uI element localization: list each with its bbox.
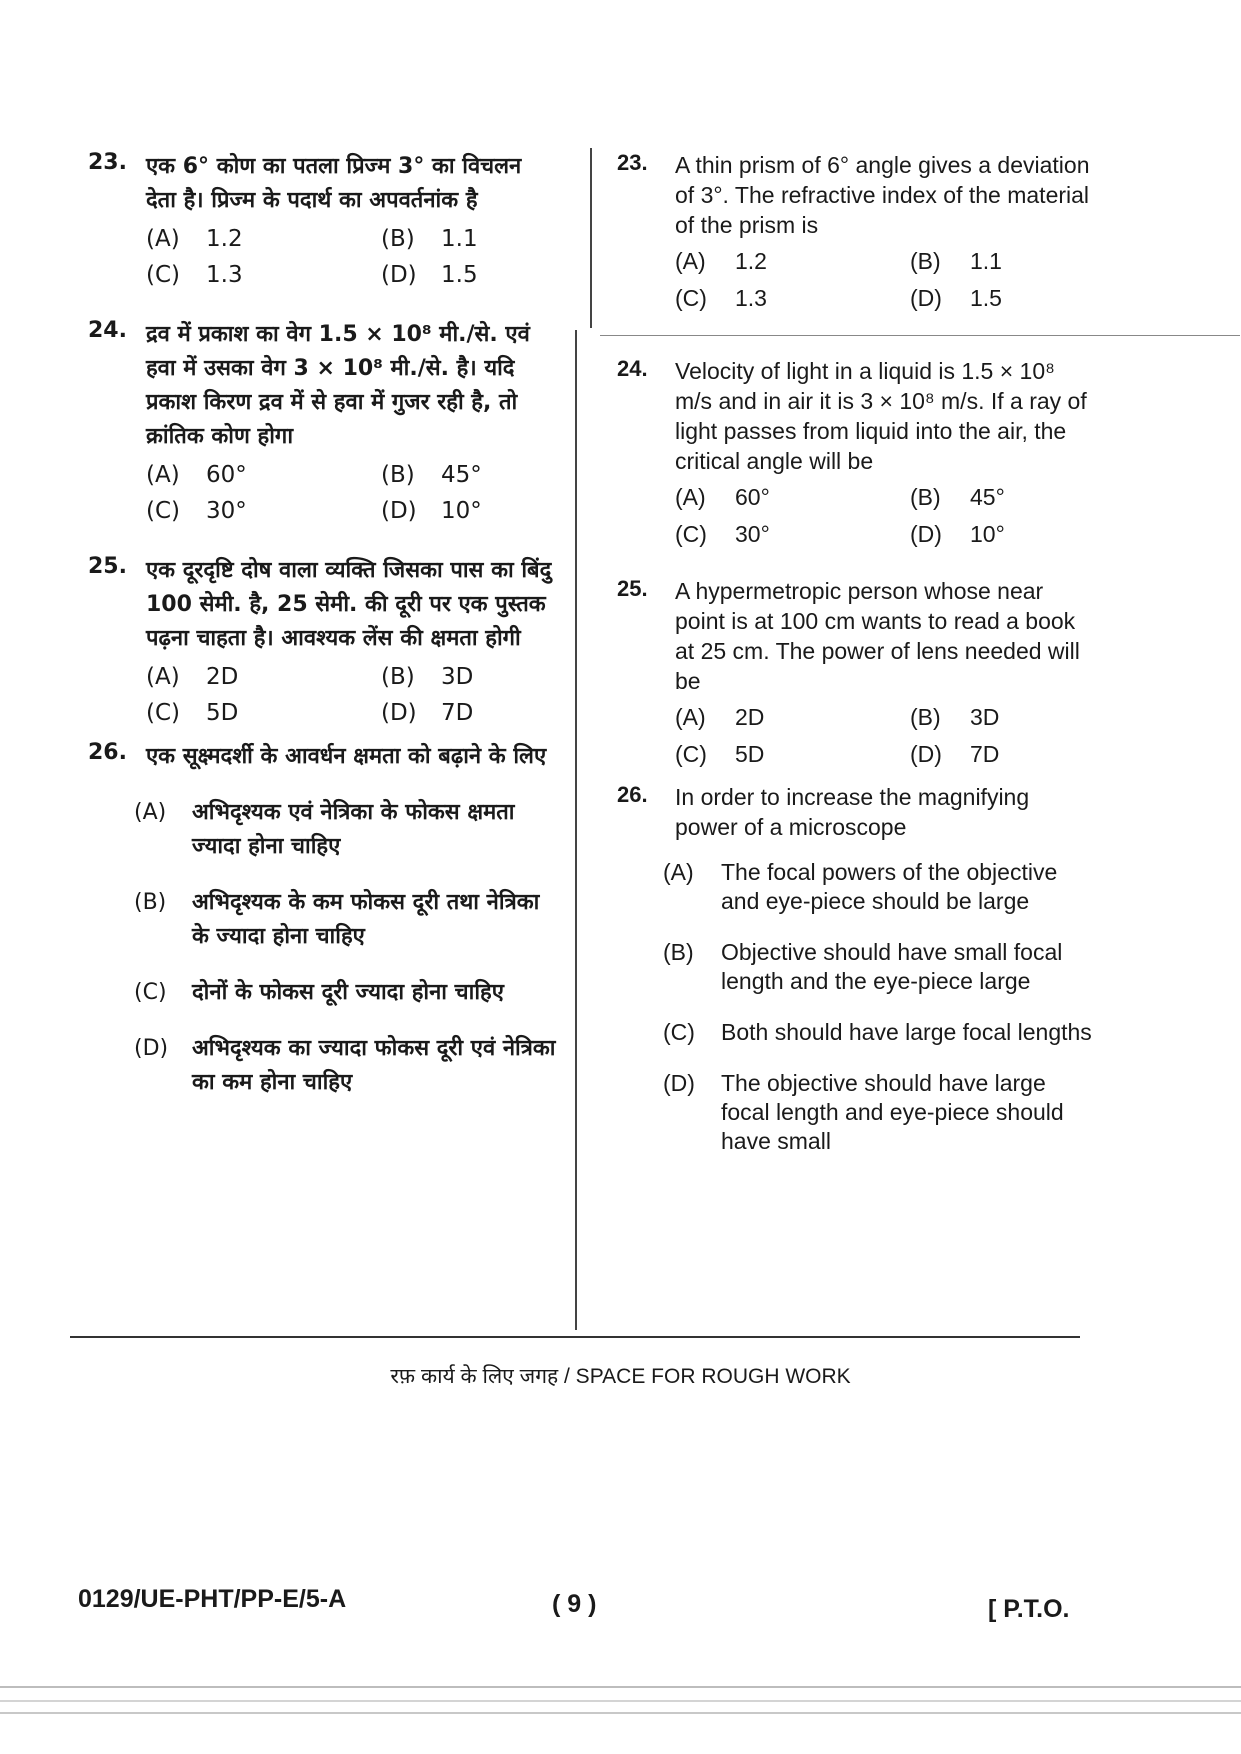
option-a bbox=[675, 248, 910, 275]
option-d bbox=[134, 1032, 558, 1100]
option-b bbox=[381, 664, 616, 690]
question-number: 26. bbox=[617, 782, 648, 807]
option-b bbox=[910, 704, 1145, 731]
paper-code: 0129/UE-PHT/PP-E/5-A bbox=[78, 1585, 347, 1613]
option-label: (D) bbox=[910, 741, 942, 767]
options bbox=[146, 462, 558, 524]
question-26-hi bbox=[88, 740, 558, 1100]
option-value: 2D bbox=[206, 664, 239, 690]
option-c bbox=[675, 741, 910, 768]
option-label: (A) bbox=[134, 800, 167, 825]
option-value: 1.5 bbox=[970, 285, 1002, 311]
option-value: दोनों के फोकस दूरी ज्यादा होना चाहिए bbox=[192, 980, 504, 1005]
option-value: 1.1 bbox=[970, 248, 1002, 274]
option-label: (C) bbox=[675, 285, 707, 311]
option-b bbox=[910, 248, 1145, 275]
option-value: 5D bbox=[206, 700, 239, 726]
option-a bbox=[675, 484, 910, 511]
option-b bbox=[663, 938, 1095, 996]
question-26-en bbox=[617, 782, 1095, 1156]
option-value: 7D bbox=[970, 741, 1000, 767]
page-number: ( 9 ) bbox=[552, 1590, 597, 1618]
option-c bbox=[146, 262, 381, 288]
option-value: Both should have large focal lengths bbox=[721, 1019, 1092, 1045]
options bbox=[675, 704, 1095, 768]
option-d bbox=[381, 498, 616, 524]
option-b bbox=[381, 226, 616, 252]
option-b bbox=[910, 484, 1145, 511]
option-label: (B) bbox=[910, 484, 941, 510]
question-text: Velocity of light in a liquid is 1.5 × 10⁸ m/s and in air it is 3 × 10⁸ m/s. If a ray of light passes from liquid into the air, the critical angle will be bbox=[675, 358, 1087, 474]
option-a bbox=[134, 796, 558, 864]
option-a bbox=[675, 704, 910, 731]
option-label: (D) bbox=[910, 285, 942, 311]
question-text: द्रव में प्रकाश का वेग 1.5 × 10⁸ मी./से. एवं हवा में उसका वेग 3 × 10⁸ मी./से. है। यदि प्रकाश किरण द्रव में से हवा में गुजर रही है, तो क्रांतिक कोण होगा bbox=[146, 322, 530, 449]
option-a bbox=[146, 664, 381, 690]
option-label: (C) bbox=[663, 1019, 695, 1045]
option-label: (B) bbox=[910, 704, 941, 730]
option-d bbox=[910, 741, 1145, 768]
option-value: 5D bbox=[735, 741, 765, 767]
option-value: अभिदृश्यक का ज्यादा फोकस दूरी एवं नेत्रिका का कम होना चाहिए bbox=[192, 1036, 556, 1095]
option-value: 60° bbox=[206, 462, 247, 488]
option-label: (B) bbox=[381, 664, 415, 690]
question-number: 25. bbox=[617, 576, 648, 601]
question-25-en bbox=[617, 576, 1095, 768]
scan-artifact-line bbox=[0, 1700, 1241, 1702]
question-23-en bbox=[617, 150, 1095, 312]
options bbox=[675, 248, 1095, 312]
option-value: 3D bbox=[970, 704, 1000, 730]
option-value: The focal powers of the objective and eye-piece should be large bbox=[721, 859, 1058, 914]
option-b bbox=[134, 886, 558, 954]
option-label: (C) bbox=[675, 741, 707, 767]
scan-artifact-line bbox=[0, 1686, 1241, 1688]
option-a bbox=[146, 462, 381, 488]
option-label: (A) bbox=[146, 226, 180, 252]
option-value: The objective should have large focal length and eye-piece should have small bbox=[721, 1070, 1064, 1154]
question-number: 24. bbox=[88, 318, 127, 343]
option-label: (B) bbox=[134, 890, 167, 915]
option-value: Objective should have small focal length and the eye-piece large bbox=[721, 939, 1063, 994]
question-text: A thin prism of 6° angle gives a deviation of 3°. The refractive index of the material of the prism is bbox=[675, 152, 1090, 238]
option-label: (B) bbox=[663, 939, 694, 965]
option-value: 1.2 bbox=[735, 248, 767, 274]
question-24-hi bbox=[88, 318, 558, 524]
question-text: एक सूक्ष्मदर्शी के आवर्धन क्षमता को बढ़ाने के लिए bbox=[146, 744, 547, 769]
option-label: (D) bbox=[381, 262, 417, 288]
option-d bbox=[381, 700, 616, 726]
question-23-hi bbox=[88, 150, 558, 288]
options bbox=[663, 858, 1095, 1156]
option-value: 1.2 bbox=[206, 226, 243, 252]
option-label: (D) bbox=[910, 521, 942, 547]
option-value: अभिदृश्यक के कम फोकस दूरी तथा नेत्रिका के ज्यादा होना चाहिए bbox=[192, 890, 540, 949]
question-24-en bbox=[617, 356, 1095, 548]
option-value: 30° bbox=[206, 498, 247, 524]
option-value: 3D bbox=[441, 664, 474, 690]
option-value: 1.1 bbox=[441, 226, 478, 252]
option-value: 1.5 bbox=[441, 262, 478, 288]
rough-work-label: रफ़ कार्य के लिए जगह / SPACE FOR ROUGH WORK bbox=[390, 1365, 851, 1388]
option-value: अभिदृश्यक एवं नेत्रिका के फोकस क्षमता ज्यादा होना चाहिए bbox=[192, 800, 515, 859]
option-value: 10° bbox=[970, 521, 1005, 547]
question-number: 25. bbox=[88, 554, 127, 579]
question-text: A hypermetropic person whose near point is at 100 cm wants to read a book at 25 cm. The power of lens needed will be bbox=[675, 578, 1080, 694]
question-number: 23. bbox=[617, 150, 648, 175]
option-label: (A) bbox=[146, 664, 180, 690]
option-value: 7D bbox=[441, 700, 474, 726]
option-c bbox=[675, 521, 910, 548]
english-column bbox=[617, 150, 1095, 1178]
question-text: एक दूरदृष्टि दोष वाला व्यक्ति जिसका पास का बिंदु 100 सेमी. है, 25 सेमी. की दूरी पर एक पुस्तक पढ़ना चाहता है। आवश्यक लेंस की क्षमता होगी bbox=[146, 558, 552, 651]
pto-label: [ P.T.O. bbox=[988, 1595, 1070, 1623]
option-value: 45° bbox=[970, 484, 1005, 510]
option-value: 1.3 bbox=[735, 285, 767, 311]
option-value: 60° bbox=[735, 484, 770, 510]
question-text: एक 6° कोण का पतला प्रिज्म 3° का विचलन देता है। प्रिज्म के पदार्थ का अपवर्तनांक है bbox=[146, 154, 522, 213]
option-label: (B) bbox=[910, 248, 941, 274]
question-number: 26. bbox=[88, 740, 127, 765]
hindi-column bbox=[88, 150, 558, 1122]
scan-artifact-line bbox=[0, 1712, 1241, 1714]
option-label: (C) bbox=[146, 262, 181, 288]
option-label: (C) bbox=[146, 498, 181, 524]
options bbox=[146, 226, 558, 288]
options bbox=[675, 484, 1095, 548]
bottom-rule bbox=[70, 1336, 1080, 1338]
option-label: (A) bbox=[675, 248, 706, 274]
options bbox=[134, 796, 558, 1100]
option-label: (C) bbox=[146, 700, 181, 726]
option-label: (B) bbox=[381, 226, 415, 252]
option-label: (D) bbox=[134, 1036, 169, 1061]
question-number: 24. bbox=[617, 356, 648, 381]
option-label: (D) bbox=[663, 1070, 695, 1096]
option-d bbox=[663, 1069, 1095, 1156]
option-a bbox=[663, 858, 1095, 916]
option-label: (D) bbox=[381, 700, 417, 726]
options bbox=[146, 664, 558, 726]
option-label: (A) bbox=[146, 462, 180, 488]
question-25-hi bbox=[88, 554, 558, 726]
option-value: 10° bbox=[441, 498, 482, 524]
option-c bbox=[146, 700, 381, 726]
option-value: 2D bbox=[735, 704, 765, 730]
option-label: (A) bbox=[675, 704, 706, 730]
option-label: (A) bbox=[675, 484, 706, 510]
option-label: (C) bbox=[675, 521, 707, 547]
option-c bbox=[663, 1018, 1095, 1047]
option-a bbox=[146, 226, 381, 252]
option-c bbox=[675, 285, 910, 312]
option-label: (C) bbox=[134, 980, 167, 1005]
option-value: 30° bbox=[735, 521, 770, 547]
option-c bbox=[146, 498, 381, 524]
option-c bbox=[134, 976, 558, 1010]
question-text: In order to increase the magnifying power of a microscope bbox=[675, 784, 1030, 840]
option-label: (A) bbox=[663, 859, 694, 885]
option-b bbox=[381, 462, 616, 488]
option-label: (D) bbox=[381, 498, 417, 524]
option-d bbox=[910, 521, 1145, 548]
option-value: 45° bbox=[441, 462, 482, 488]
option-value: 1.3 bbox=[206, 262, 243, 288]
option-d bbox=[910, 285, 1145, 312]
question-number: 23. bbox=[88, 150, 127, 175]
option-label: (B) bbox=[381, 462, 415, 488]
option-d bbox=[381, 262, 616, 288]
